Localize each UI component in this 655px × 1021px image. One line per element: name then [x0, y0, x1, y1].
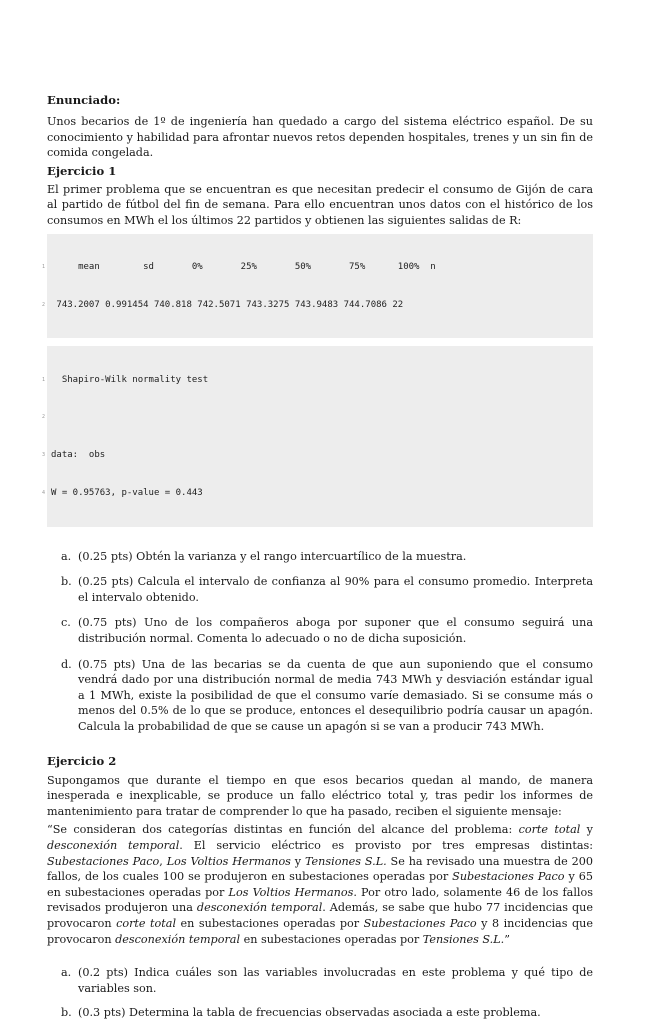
quote-term: Subestaciones Paco	[47, 854, 160, 868]
quote-text: y 65 en subestaciones operadas por	[47, 870, 594, 899]
quote-term: Los Voltios Hermanos	[228, 885, 354, 899]
question-item	[47, 657, 593, 735]
code-line	[41, 374, 593, 387]
r-shapiro-output	[41, 346, 593, 526]
quote-text: “Se consideran dos categorías distintas en función del alcance del problema:	[47, 823, 519, 837]
line-number: 3	[41, 452, 45, 459]
quote-term: Tensiones S.L.	[304, 854, 387, 868]
line-number: 2	[41, 414, 45, 421]
item-text: (0.75 pts) Una de las becarias se da cuenta de que aun suponiendo que el consumo vendrá dado por una distribución normal de media 743 MWh y desviación estándar igual a 1 MWh, existe la posibilidad de que el consumo varíe demasiado. Si se consume más o menos del 0.5% de lo que se produce, entonces el desequilibrio podría causar un apagón. Calcula la probabilidad de que se cause un apagón si se van a producir 743 MWh.	[78, 657, 593, 733]
quote-text: Se ha revisado una muestra de 200 fallos, de los cuales 100 se produjeron en subestaciones operadas por	[47, 854, 593, 884]
quote-text: . Por otro lado, solamente 46 de los fallos revisados produjeron una	[47, 885, 593, 915]
quote-term: Tensiones S.L.	[422, 932, 505, 946]
quote-text: ”	[504, 932, 510, 946]
quote-text: y 8 incidencias que provocaron	[47, 916, 593, 946]
line-number: 4	[41, 489, 45, 496]
question-item	[47, 549, 593, 565]
quote-text: en subestaciones operadas por	[176, 916, 364, 930]
code-line	[41, 299, 593, 312]
quote-term: Subestaciones Paco	[363, 916, 477, 930]
quote-term: Subestaciones Paco	[452, 870, 565, 884]
item-marker: a.	[61, 966, 72, 980]
ejercicio2-questions	[47, 965, 593, 1021]
quote-text: en subestaciones operadas por	[240, 932, 423, 946]
item-text: (0.25 pts) Obtén la varianza y el rango intercuartílico de la muestra.	[78, 549, 467, 563]
question-item	[47, 574, 593, 605]
code-line	[41, 487, 593, 500]
quote-text: . Además, se sabe que hubo 77 incidencias que provocaron	[47, 901, 594, 930]
item-text: (0.75 pts) Uno de los compañeros aboga por suponer que el consumo seguirá una distribución normal. Comenta lo adecuado o no de dicha suposición.	[78, 616, 593, 645]
code-line	[41, 261, 593, 274]
item-marker: b.	[61, 1006, 72, 1020]
ejercicio1-questions	[47, 549, 593, 735]
quote-text: ,	[159, 854, 167, 868]
code-text: mean sd 0% 25% 50% 75% 100% n	[51, 261, 436, 272]
item-text: (0.2 pts) Indica cuáles son las variables involucradas en este problema y qué tipo de variables son.	[78, 966, 593, 995]
code-text: 743.2007 0.991454 740.818 742.5071 743.3275 743.9483 744.7086 22	[51, 299, 404, 310]
line-number: 2	[41, 301, 45, 308]
ejercicio2-intro: Supongamos que durante el tiempo en que esos becarios quedan al mando, de manera inesperada e inexplicable, se produce un fallo eléctrico total y, tras pedir los informes de mantenimiento para tratar de comprender lo que ha pasado, reciben el siguiente mensaje:	[47, 773, 593, 818]
enunciado-heading: Enunciado:	[47, 93, 121, 107]
code-text: Shapiro-Wilk normality test	[51, 374, 209, 385]
code-line	[41, 411, 593, 424]
maintenance-report-quote	[47, 822, 593, 947]
item-marker: a.	[61, 549, 72, 563]
quote-text: y	[580, 823, 593, 837]
quote-text: . El servicio eléctrico es provisto por tres empresas distintas:	[179, 838, 593, 852]
ejercicio2-heading: Ejercicio 2	[47, 753, 117, 768]
quote-term: corte total	[116, 916, 177, 930]
ejercicio1-heading: Ejercicio 1	[47, 163, 117, 178]
item-marker: c.	[61, 616, 71, 630]
item-text: (0.25 pts) Calcula el intervalo de confianza al 90% para el consumo promedio. Interpreta el intervalo obtenido.	[78, 575, 593, 604]
item-text: (0.3 pts) Determina la tabla de frecuencias observadas asociada a este problema.	[78, 1006, 541, 1020]
line-number: 1	[41, 263, 45, 270]
enunciado-text: Unos becarios de 1º de ingeniería han quedado a cargo del sistema eléctrico español. De su conocimiento y habilidad para afrontar nuevos retos dependen hospitales, trenes y un sin fin de comida congelada.	[47, 115, 593, 160]
line-number: 1	[41, 376, 45, 383]
r-summary-output	[41, 234, 593, 339]
quote-term: desconexión temporal	[115, 932, 241, 946]
quote-text: y	[290, 854, 305, 868]
question-item	[47, 615, 593, 646]
quote-term: Los Voltios Hermanos	[166, 854, 291, 868]
item-marker: b.	[61, 575, 72, 589]
code-text: W = 0.95763, p-value = 0.443	[51, 487, 203, 498]
code-line	[41, 449, 593, 462]
question-item	[47, 965, 593, 996]
document-page	[41, 92, 594, 1021]
quote-term: corte total	[518, 823, 581, 837]
ejercicio1-intro: El primer problema que se encuentran es que necesitan predecir el consumo de Gijón de cara al partido de fútbol del fin de semana. Para ello encuentran unos datos con el histórico de los consumos en MWh el los últimos 22 partidos y obtienen las siguientes salidas de R:	[47, 182, 593, 227]
question-item	[47, 1005, 593, 1021]
code-text: data: obs	[51, 450, 106, 461]
quote-term: desconexión temporal	[196, 901, 323, 915]
quote-term: desconexión temporal	[47, 838, 180, 852]
item-marker: d.	[61, 657, 72, 671]
